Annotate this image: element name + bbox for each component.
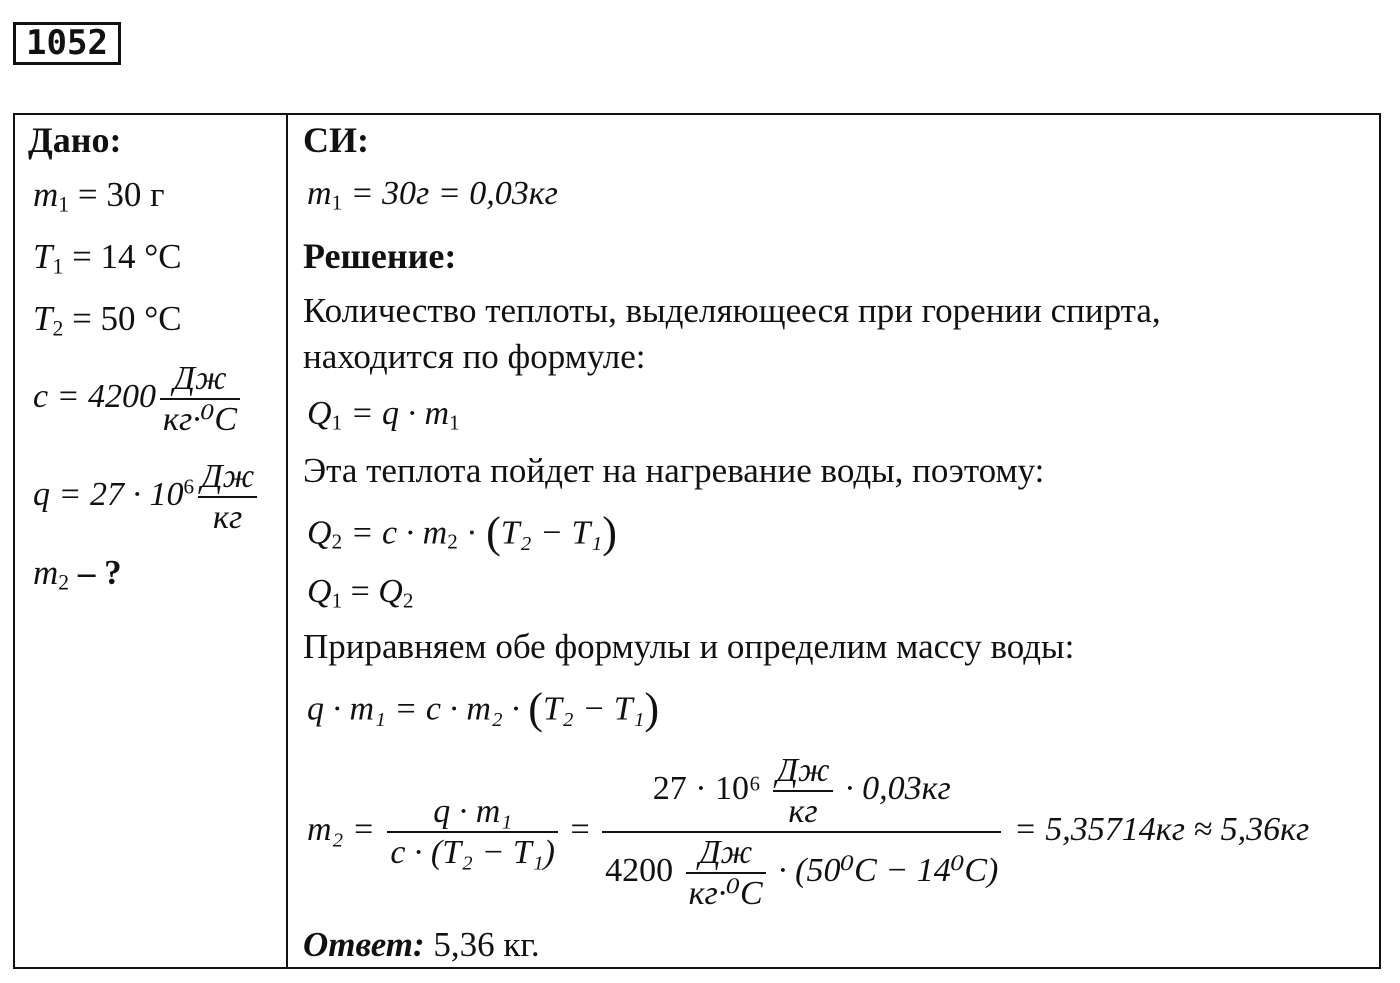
m2-symbolic-fraction: $\frac{\text{q · m₁}}{\text{c · (T₂ − T₁)}}$ bbox=[387, 792, 558, 872]
m2-numeric-fraction: 27 · 10⁶ $\frac{Дж}{кг}$ · 0,03кг 4200 $\frac{Дж}{\text{кг·⁰C}}$ · (50⁰C − 14⁰C) bbox=[602, 751, 1001, 913]
problem-number: 1052 bbox=[13, 22, 121, 65]
formula-q1: $Q_1 = q \cdot m_1$ bbox=[307, 395, 460, 435]
solution-text-1-line-1: Количество теплоты, выделяющееся при горении спирта, bbox=[303, 291, 1161, 330]
solution-text-2: Эта теплота пойдет на нагревание воды, поэтому: bbox=[303, 451, 1045, 490]
formula-q2: $Q_2 = c \cdot m_2 \cdot (T_2 - T_1)$ bbox=[307, 508, 617, 557]
q-unit-fraction: $\frac{Дж}{кг}$ bbox=[198, 457, 257, 537]
formula-m2: m₂ = $\frac{\text{q · m₁}}{\text{c · (T₂ − T₁)}}$ = 27 · 10⁶ $\frac{Дж}{кг}$ · 0,03кг 4200 $\frac{Дж}{\text{кг·⁰C}}$ · (50⁰C − 14⁰C) = 5,35714кг ≈ 5,36кг bbox=[307, 752, 1310, 913]
formula-q-equal: $Q_1 = Q_2$ bbox=[307, 573, 414, 613]
solution-text-3: Приравняем обе формулы и определим массу воды: bbox=[303, 627, 1075, 666]
given-t1: $T_1 = 14$ °C bbox=[33, 237, 182, 279]
answer bbox=[303, 925, 540, 965]
given-t2: $T_2 = 50$ °C bbox=[33, 299, 182, 341]
solution-table bbox=[13, 113, 1381, 969]
solution-heading: Решение: bbox=[303, 236, 457, 276]
given-q: $q = 27 \cdot 10^6$ $\frac{Дж}{кг}$ bbox=[33, 457, 261, 537]
si-heading: СИ: bbox=[303, 120, 369, 160]
given-m1: $m_1 = 30$ г bbox=[33, 175, 165, 217]
answer-value: 5,36 кг. bbox=[433, 925, 540, 964]
column-divider bbox=[286, 115, 288, 967]
formula-balance: q · m₁ = c · m₂ · (T₂ − T₁) bbox=[307, 684, 660, 733]
answer-label: Ответ: bbox=[303, 925, 425, 964]
c-unit-fraction: $\frac{Дж}{\text{кг·⁰C}}$ bbox=[160, 359, 240, 439]
solution-text-1-line-2: находится по формуле: bbox=[303, 337, 646, 376]
given-find: $m_2$ – ? bbox=[33, 553, 122, 595]
given-heading: Дано: bbox=[28, 120, 122, 160]
si-conversion: $m_1 = 30г = 0,03кг$ bbox=[307, 175, 558, 215]
given-c: c = 4200 $\frac{Дж}{\text{кг·⁰C}}$ bbox=[33, 359, 244, 439]
